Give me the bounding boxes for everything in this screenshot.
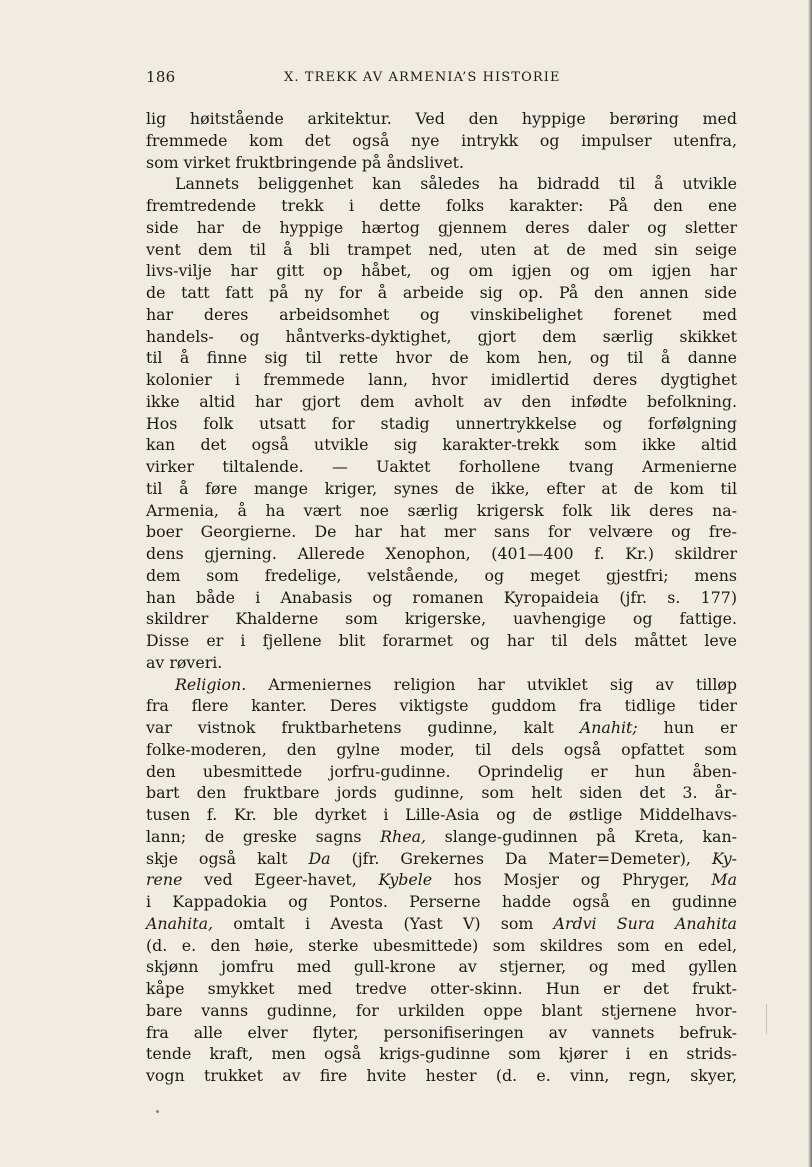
text-segment: fremmede kom det også nye intrykk og impulser utenfra, <box>146 130 737 150</box>
text-segment: kan det også utvikle sig karakter-trekk som ikke altid <box>146 435 737 455</box>
text-line <box>146 978 737 1000</box>
text-line <box>146 326 737 348</box>
text-segment: skje også kalt <box>146 848 309 868</box>
text-line <box>146 826 737 848</box>
italic-term: Anahita, <box>146 913 214 933</box>
text-segment: i Kappadokia og Pontos. Perserne hadde også en gudinne <box>146 892 737 911</box>
text-line <box>146 369 737 391</box>
italic-term: Religion. <box>175 674 247 694</box>
text-line <box>146 130 737 152</box>
text-segment: hos Mosjer og Phryger, <box>432 870 712 890</box>
text-line <box>146 1000 737 1022</box>
text-segment: folke-moderen, den gylne moder, til dels også opfattet som <box>146 739 737 759</box>
text-segment: til å finne sig til rette hvor de kom hen, og til å danne <box>146 348 737 368</box>
text-segment: Hos folk utsatt for stadig unnertrykkelse og forfølgning <box>146 413 737 433</box>
margin-mark <box>766 1004 767 1034</box>
text-line <box>146 282 737 304</box>
page-number: 186 <box>146 68 176 86</box>
text-segment: skildrer Khalderne som krigerske, uavhengige og fattige. <box>146 609 737 629</box>
text-segment: tende kraft, men også krigs-gudinne som kjører i en strids- <box>146 1044 737 1064</box>
text-segment: side har de hyppige hærtog gjennem deres daler og sletter <box>146 217 737 237</box>
text-line <box>146 869 737 891</box>
italic-term: Ardvi Sura Anahita <box>553 913 737 933</box>
text-line <box>146 478 737 500</box>
italic-term: Ma <box>711 870 738 890</box>
text-segment: til å føre mange kriger, synes de ikke, efter at de kom til <box>146 478 737 498</box>
text-segment: vogn trukket av fire hvite hester (d. e. vinn, regn, skyer, <box>146 1066 737 1085</box>
text-segment: dem som fredelige, velstående, og meget gjestfri; mens <box>146 565 737 585</box>
text-segment: boer Georgierne. De har hat mer sans for velvære og fre- <box>146 522 737 542</box>
text-line <box>146 108 737 130</box>
italic-term: Rhea, <box>380 826 427 846</box>
text-line <box>146 1022 737 1044</box>
text-line <box>146 652 737 674</box>
italic-term: rene <box>146 870 183 890</box>
text-line <box>146 608 737 630</box>
text-segment: ikke altid har gjort dem avholt av den infødte befolkning. <box>146 391 737 411</box>
page-header <box>146 68 737 88</box>
text-line <box>146 195 737 217</box>
text-line <box>146 217 737 239</box>
text-segment: bart den fruktbare jords gudinne, som helt siden det 3. år- <box>146 783 737 803</box>
text-line <box>146 1065 737 1087</box>
text-line <box>146 565 737 587</box>
text-segment: omtalt i Avesta (Yast V) som <box>213 913 554 933</box>
text-line <box>146 456 737 478</box>
text-line <box>146 391 737 413</box>
text-segment: Disse er i fjellene blit forarmet og har til dels måttet leve <box>146 631 737 650</box>
text-segment: bare vanns gudinne, for urkilden oppe blant stjernene hvor- <box>146 1000 737 1020</box>
text-line <box>146 739 737 761</box>
text-segment: ved Egeer-havet, <box>182 870 379 890</box>
text-segment: kolonier i fremmede lann, hvor imidlertid deres dygtighet <box>146 370 737 389</box>
text-line <box>146 260 737 282</box>
text-line <box>146 239 737 261</box>
body-text <box>146 108 737 1087</box>
text-segment: de tatt fatt på ny for å arbeide sig op. På den annen side <box>146 283 737 302</box>
italic-term: Da <box>308 848 331 868</box>
page-edge-shadow <box>808 0 812 1167</box>
text-segment: handels- og håntverks-dyktighet, gjort dem særlig skikket <box>146 326 737 346</box>
text-line <box>146 1043 737 1065</box>
text-line <box>146 413 737 435</box>
text-line <box>146 587 737 609</box>
text-segment: fra flere kanter. Deres viktigste guddom fra tidlige tider <box>146 696 737 716</box>
text-segment: slange-gudinnen på Kreta, kan- <box>426 826 737 846</box>
text-segment: han både i Anabasis og romanen Kyropaideia (jfr. s. 177) <box>146 587 737 607</box>
text-segment: av røveri. <box>146 652 223 672</box>
text-line <box>146 152 737 174</box>
text-line <box>146 913 737 935</box>
text-line <box>146 543 737 565</box>
text-segment: (jfr. Grekernes Da Mater=Demeter), <box>330 848 712 868</box>
text-segment: livs-vilje har gitt op håbet, og om igjen og om igjen har <box>146 261 737 281</box>
text-line <box>146 935 737 957</box>
text-line <box>146 173 737 195</box>
text-line <box>146 695 737 717</box>
text-segment: lig høitstående arkitektur. Ved den hyppige berøring med <box>146 109 737 128</box>
text-segment: fra alle elver flyter, personifiseringen av vannets befruk- <box>146 1022 737 1042</box>
text-segment: skjønn jomfru med gull-krone av stjerner, og med gyllen <box>146 957 737 977</box>
text-segment: som virket fruktbringende på åndslivet. <box>146 152 465 172</box>
italic-term: Kybele <box>378 870 433 890</box>
text-line <box>146 782 737 804</box>
text-segment: dens gjerning. Allerede Xenophon, (401—400 f. Kr.) skildrer <box>146 544 737 563</box>
text-line <box>146 347 737 369</box>
italic-term: Ky- <box>711 848 738 868</box>
text-segment: virker tiltalende. — Uaktet forhollene tvang Armenierne <box>146 457 737 476</box>
text-line <box>146 717 737 739</box>
text-line <box>146 674 737 696</box>
text-line <box>146 434 737 456</box>
text-line <box>146 630 737 652</box>
running-title: X. TREKK AV ARMENIA’S HISTORIE <box>284 70 561 85</box>
print-speck <box>156 1110 159 1113</box>
italic-term: Anahit; <box>579 718 638 737</box>
text-segment: tusen f. Kr. ble dyrket i Lille-Asia og de østlige Middelhavs- <box>146 805 737 824</box>
text-segment: har deres arbeidsomhet og vinskibelighet forenet med <box>146 304 737 324</box>
text-line <box>146 804 737 826</box>
text-line <box>146 521 737 543</box>
text-segment: vent dem til å bli trampet ned, uten at de med sin seige <box>146 239 737 259</box>
text-segment: kåpe smykket med tredve otter-skinn. Hun er det frukt- <box>146 979 737 998</box>
text-line <box>146 848 737 870</box>
text-line <box>146 304 737 326</box>
text-line <box>146 500 737 522</box>
text-line <box>146 761 737 783</box>
text-segment: Armenia, å ha vært noe særlig krigersk folk lik deres na- <box>146 500 737 520</box>
text-segment: var vistnok fruktbarhetens gudinne, kalt <box>146 718 580 737</box>
text-segment: fremtredende trekk i dette folks karakter: På den ene <box>146 196 737 215</box>
text-segment: den ubesmittede jorfru-gudinne. Oprindelig er hun åben- <box>146 761 737 781</box>
text-segment: (d. e. den høie, sterke ubesmittede) som skildres som en edel, <box>146 935 737 955</box>
text-segment: hun er <box>637 718 737 737</box>
text-segment: Armeniernes religion har utviklet sig av tilløp <box>246 674 737 694</box>
text-segment: Lannets beliggenhet kan således ha bidradd til å utvikle <box>175 174 737 194</box>
text-line <box>146 891 737 913</box>
text-line <box>146 956 737 978</box>
text-segment: lann; de greske sagns <box>146 826 381 846</box>
